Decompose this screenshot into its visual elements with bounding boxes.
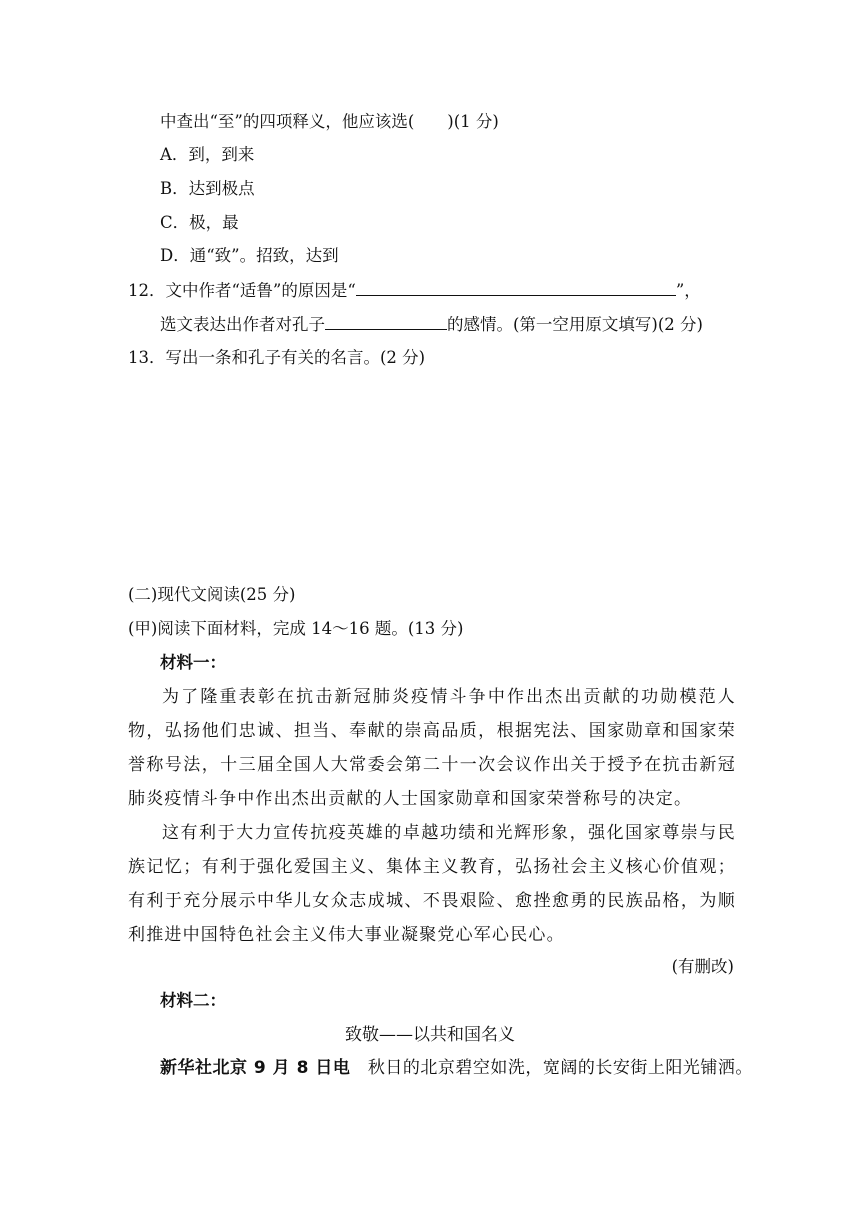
q13-question: 13．写出一条和孔子有关的名言。(2 分) xyxy=(128,348,426,367)
material1-paragraph-1: 为了隆重表彰在抗击新冠肺炎疫情斗争中作出杰出贡献的功勋模范人物，弘扬他们忠诚、担当、奉献的崇高品质，根据宪法、国家勋章和国家荣誉称号法，十三届全国人大常委会第二十一次会议作出关于授予在抗击新冠肺炎疫情斗争中作出杰出贡献的人士国家勋章和国家荣誉称号的决定。 xyxy=(128,687,736,809)
q11-option-a: A．到，到来 xyxy=(160,145,255,164)
q11-stem-tail: 中查出“至”的四项释义，他应该选( )(1 分) xyxy=(160,112,499,131)
q12-line2-prefix: 选文表达出作者对孔子 xyxy=(160,315,325,334)
part-a-instruction: (甲)阅读下面材料，完成 14～16 题。(13 分) xyxy=(128,619,464,638)
q11-option-b: B．达到极点 xyxy=(160,179,255,198)
material1-paragraph-2: 这有利于大力宣传抗疫英雄的卓越功绩和光辉形象，强化国家尊崇与民族记忆；有利于强化爱国主义、集体主义教育，弘扬社会主义核心价值观；有利于充分展示中华儿女众志成城、不畏艰险、愈挫愈勇的民族品格，为顺利推进中国特色社会主义伟大事业凝聚党心军心民心。 xyxy=(128,823,736,945)
q11-option-c: C．极，最 xyxy=(160,213,239,232)
news-first-sentence: 秋日的北京碧空如洗，宽阔的长安街上阳光铺洒。 xyxy=(350,1058,753,1078)
material1-body xyxy=(128,680,736,952)
q12-line2 xyxy=(160,313,703,336)
material2-label: 材料二： xyxy=(160,991,226,1010)
q12-line1 xyxy=(128,279,701,302)
edit-note: (有删改) xyxy=(671,957,734,976)
q11-option-d: D．通“致”。招致，达到 xyxy=(160,246,339,265)
q12-line1-prefix: 12．文中作者“适鲁”的原因是“ xyxy=(128,281,356,300)
q12-line2-suffix: 的感情。(第一空用原文填写)(2 分) xyxy=(447,315,703,334)
q12-answer-blank-1[interactable] xyxy=(356,279,676,296)
material2-first-line xyxy=(160,1057,753,1079)
q12-line1-suffix: ”， xyxy=(675,281,701,300)
news-dateline: 新华社北京 9 月 8 日电 xyxy=(160,1058,351,1078)
q12-answer-blank-2[interactable] xyxy=(325,313,447,330)
section2-heading: (二)现代文阅读(25 分) xyxy=(128,585,296,604)
material1-label: 材料一： xyxy=(160,653,226,672)
material2-title: 致敬——以共和国名义 xyxy=(345,1025,515,1045)
